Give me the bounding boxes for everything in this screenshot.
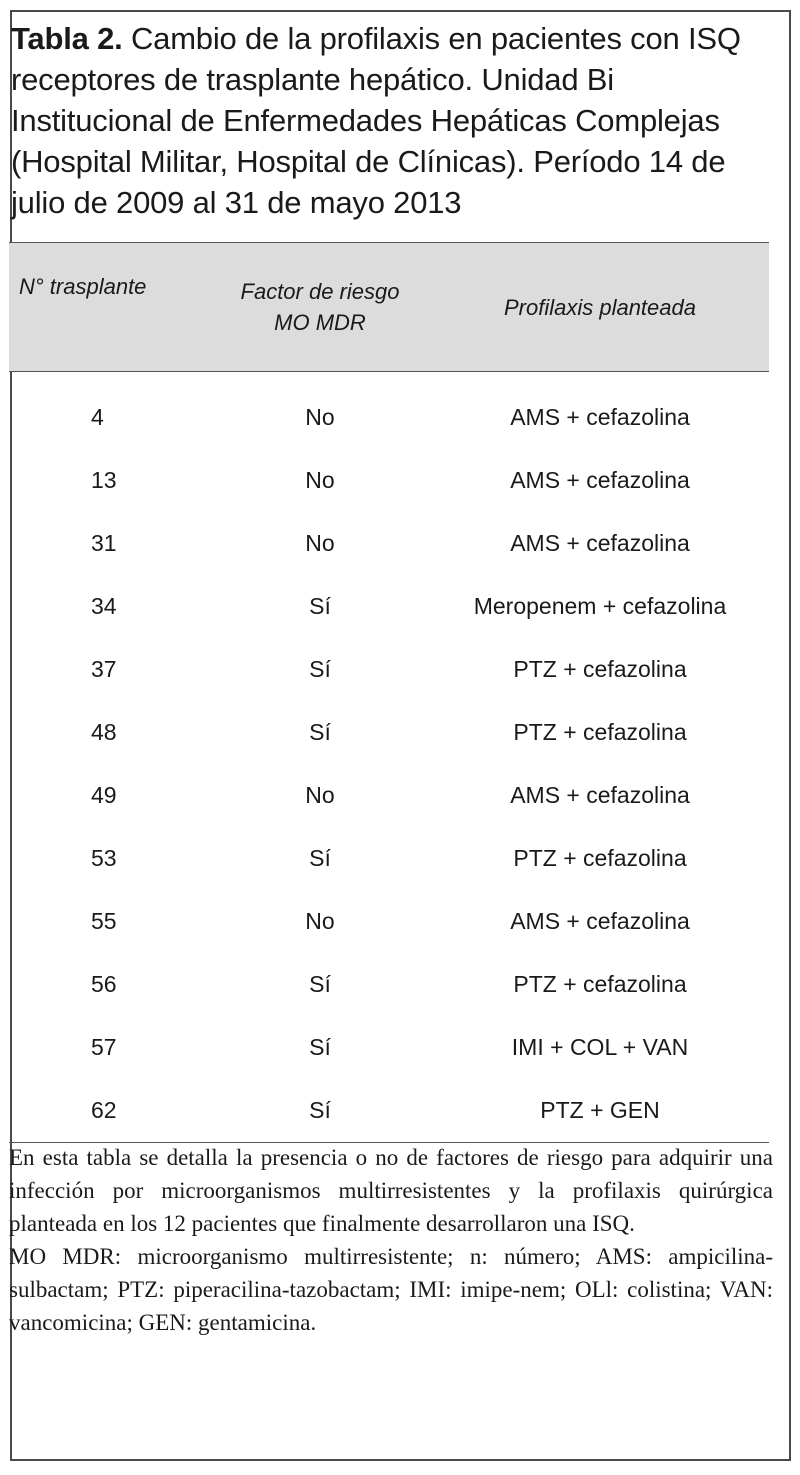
cell-prophylaxis: Meropenem + cefazolina: [473, 593, 727, 619]
cell-prophylaxis: AMS + cefazolina: [510, 908, 690, 934]
cell-risk-factor: No: [305, 404, 335, 430]
table-row: [9, 890, 769, 953]
cell-transplant-number: 4: [91, 404, 104, 430]
cell-transplant-number: 31: [91, 530, 117, 556]
cell-transplant-number: 34: [91, 593, 117, 619]
cell-prophylaxis: PTZ + cefazolina: [513, 971, 687, 997]
cell-transplant-number: 56: [91, 971, 117, 997]
cell-risk-factor: Sí: [309, 593, 331, 619]
table-row: [9, 1016, 769, 1079]
header-risk-factor-line2: MO MDR: [274, 310, 366, 335]
prophylaxis-table: [9, 242, 769, 1143]
cell-risk-factor: Sí: [309, 1034, 331, 1060]
cell-prophylaxis: AMS + cefazolina: [510, 404, 690, 430]
table-row: [9, 1079, 769, 1143]
table-row: [9, 372, 769, 450]
caption-label: Tabla 2.: [11, 21, 123, 56]
cell-transplant-number: 13: [91, 467, 117, 493]
cell-risk-factor: Sí: [309, 656, 331, 682]
cell-prophylaxis: AMS + cefazolina: [510, 782, 690, 808]
cell-prophylaxis: PTZ + cefazolina: [513, 719, 687, 745]
cell-risk-factor: No: [305, 530, 335, 556]
table-row: [9, 575, 769, 638]
cell-risk-factor: No: [305, 467, 335, 493]
cell-transplant-number: 49: [91, 782, 117, 808]
table-caption: [11, 18, 771, 223]
table-row: [9, 638, 769, 701]
cell-prophylaxis: IMI + COL + VAN: [511, 1034, 689, 1060]
table-row: [9, 449, 769, 512]
cell-risk-factor: No: [305, 908, 335, 934]
header-row: [9, 243, 769, 372]
footnote-description: En esta tabla se detalla la presencia o no de factores de riesgo para adquirir una infección por microorganismos multirresistentes y la profilaxis quirúrgica planteada en los 12 pacientes que finalmente desarrollaron una ISQ.: [9, 1145, 773, 1236]
cell-transplant-number: 55: [91, 908, 117, 934]
caption-text: Cambio de la profilaxis en pacientes con ISQ receptores de trasplante hepático. Unidad Bi Institucional de Enfermedades Hepáticas Complejas (Hospital Militar, Hospital de Clínicas). Período 14 de julio de 2009 al 31 de mayo 2013: [11, 21, 741, 220]
cell-transplant-number: 62: [9, 1079, 209, 1143]
cell-risk-factor: No: [305, 782, 335, 808]
header-prophylaxis: Profilaxis planteada: [431, 243, 769, 372]
cell-prophylaxis: PTZ + cefazolina: [513, 656, 687, 682]
cell-transplant-number: 37: [91, 656, 117, 682]
table-row: [9, 827, 769, 890]
cell-prophylaxis: AMS + cefazolina: [510, 467, 690, 493]
table-row: [9, 701, 769, 764]
footnote-abbreviations: MO MDR: microorganismo multirresistente; n: número; AMS: ampicilina-sulbactam; PTZ: piperacilina-tazobactam; IMI: imipe-nem; OLl: colistina; VAN: vancomicina; GEN: gentamicina.: [9, 1244, 773, 1335]
table-row: [9, 953, 769, 1016]
header-transplant-number: N° trasplante: [9, 243, 209, 372]
table-footnotes: [9, 1141, 773, 1339]
cell-risk-factor: Sí: [309, 719, 331, 745]
table-row: [9, 764, 769, 827]
table-body: [9, 372, 769, 1143]
cell-transplant-number: 57: [91, 1034, 117, 1060]
header-risk-factor-line1: Factor de riesgo: [240, 279, 400, 304]
table-header: [9, 243, 769, 372]
cell-risk-factor: Sí: [309, 971, 331, 997]
cell-prophylaxis: AMS + cefazolina: [510, 530, 690, 556]
cell-transplant-number: 48: [91, 719, 117, 745]
header-risk-factor: [209, 243, 431, 372]
cell-prophylaxis: PTZ + GEN: [431, 1079, 769, 1143]
cell-transplant-number: 53: [91, 845, 117, 871]
table-row: [9, 512, 769, 575]
cell-risk-factor: Sí: [309, 845, 331, 871]
cell-risk-factor: Sí: [209, 1079, 431, 1143]
cell-prophylaxis: PTZ + cefazolina: [513, 845, 687, 871]
table-container: [9, 242, 769, 1143]
